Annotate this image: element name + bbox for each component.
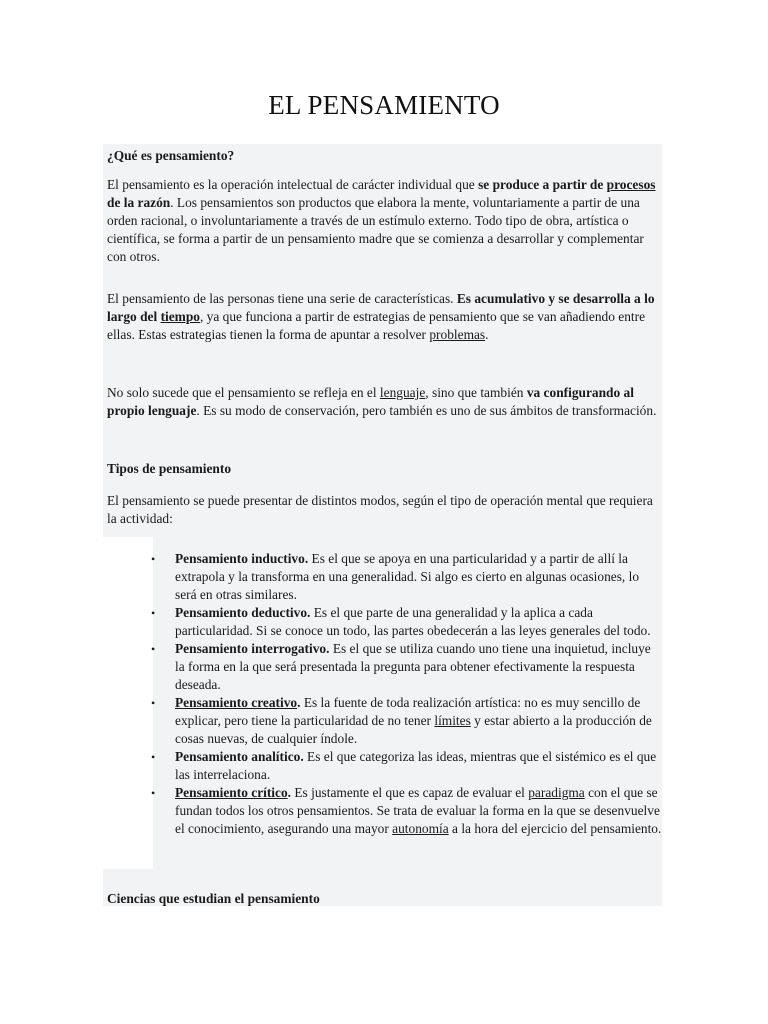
paragraph-definicion <box>107 176 657 266</box>
link-procesos[interactable]: procesos <box>606 177 656 192</box>
paragraph-lenguaje <box>107 384 657 420</box>
bold-text: . <box>287 785 292 800</box>
list-item <box>175 640 662 694</box>
bold-text: Pensamiento deductivo. <box>175 605 311 620</box>
text: Es el que categoriza las ideas, mientras que el sistémico es el que las interrelaciona. <box>175 749 657 782</box>
text: Es el que se utiliza cuando uno tiene una inquietud, incluye la forma en la que será presentada la pregunta para obtener efectivamente la respuesta deseada. <box>175 641 651 692</box>
text: El pensamiento de las personas tiene una serie de características. <box>107 291 457 306</box>
list-item <box>175 694 662 748</box>
list-item <box>175 604 662 640</box>
text: . Es su modo de conservación, pero también es uno de sus ámbitos de transformación. <box>196 403 657 418</box>
text: No solo sucede que el pensamiento se refleja en el <box>107 385 380 400</box>
link-pensamiento-critico[interactable]: Pensamiento crítico <box>175 785 288 800</box>
bold-text: Pensamiento analítico. <box>175 749 304 764</box>
paragraph-tipos-intro: El pensamiento se puede presentar de distintos modos, según el tipo de operación mental que requiera la actividad: <box>107 493 653 526</box>
list-margin <box>103 537 153 869</box>
text: , sino que también <box>425 385 527 400</box>
heading-ciencias: Ciencias que estudian el pensamiento <box>107 891 320 906</box>
text: Es la fuente de toda realización artística: no es muy sencillo de explicar, pero tiene la particularidad de no tener <box>175 695 641 728</box>
link-autonomia[interactable]: autonomía <box>392 821 449 836</box>
text: . Los pensamientos son productos que elabora la mente, voluntariamente a partir de una orden racional, o involuntariamente a través de un estímulo externo. Todo tipo de obra, artística o científica, se forma a partir de un pensamiento madre que se comienza a desarrollar y complementar con otros. <box>107 195 644 264</box>
tipos-list <box>175 550 662 838</box>
link-tiempo[interactable]: tiempo <box>160 309 200 324</box>
link-problemas[interactable]: problemas <box>429 327 486 342</box>
text: Es el que parte de una generalidad y la aplica a cada particularidad. Si se conoce un todo, las partes obedecerán a las leyes generales del todo. <box>175 605 651 638</box>
text: y estar abierto a la producción de cosas nuevas, de cualquier índole. <box>175 713 652 746</box>
link-paradigma[interactable]: paradigma <box>528 785 585 800</box>
text: Es justamente el que es capaz de evaluar el <box>291 785 529 800</box>
list-item <box>175 550 662 604</box>
document-title: EL PENSAMIENTO <box>268 90 500 120</box>
text: con el que se fundan todos los otros pensamientos. Se trata de evaluar la forma en la que se desenvuelve el conocimiento, asegurando una mayor <box>175 785 660 836</box>
heading-que-es-pensamiento: ¿Qué es pensamiento? <box>107 148 235 163</box>
bold-text: Pensamiento interrogativo. <box>175 641 330 656</box>
bold-text: se produce a partir de <box>478 177 607 192</box>
text: El pensamiento es la operación intelectual de carácter individual que <box>107 177 479 192</box>
paragraph-caracteristicas <box>107 290 657 344</box>
bold-text: Es acumulativo y se desarrolla a lo largo del <box>107 291 655 324</box>
text: a la hora del ejercicio del pensamiento. <box>448 821 662 836</box>
text: , ya que funciona a partir de estrategias de pensamiento que se van añadiendo entre ellas. Estas estrategias tienen la forma de apuntar a resolver <box>107 309 646 342</box>
heading-tipos-de-pensamiento: Tipos de pensamiento <box>107 461 232 476</box>
list-item <box>175 748 662 784</box>
text: . <box>485 327 489 342</box>
link-lenguaje[interactable]: lenguaje <box>379 385 426 400</box>
bold-text: de la razón <box>107 195 171 210</box>
bold-text: va configurando al propio lenguaje <box>107 385 634 418</box>
bold-text: Pensamiento inductivo. <box>175 551 309 566</box>
list-item <box>175 784 662 838</box>
link-pensamiento-creativo[interactable]: Pensamiento creativo <box>175 695 298 710</box>
link-limites[interactable]: límites <box>434 713 471 728</box>
bold-text: . <box>297 695 301 710</box>
text: Es el que se apoya en una particularidad y a partir de allí la extrapola y la transforma en una generalidad. Si algo es cierto en algunas ocasiones, lo será en otras similares. <box>175 551 640 602</box>
